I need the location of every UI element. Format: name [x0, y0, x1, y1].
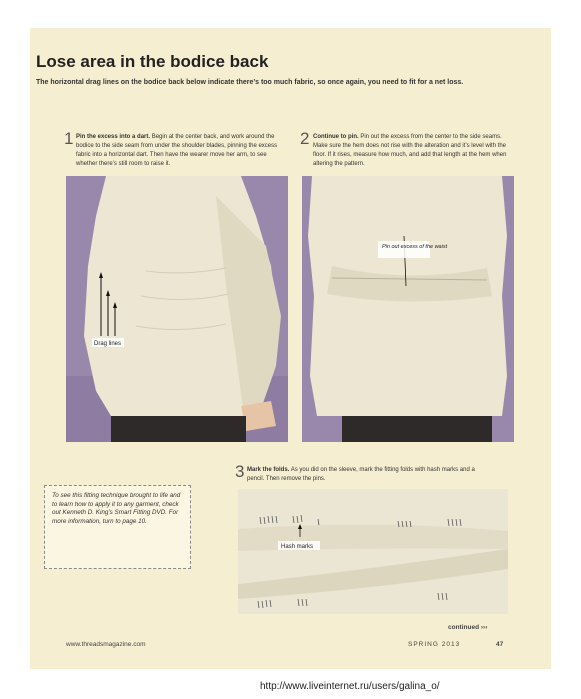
page-number: 47 — [496, 641, 504, 648]
step-2-body: Pin out the excess from the center to the side seams. Make sure the hem does not rise with the alteration and it’s level with the floor. If it rises, measure how much, and add that length at the hem when altering the pattern. — [313, 134, 507, 167]
sidebar-note-text: To see this fitting technique brought to life and to learn how to apply it to any garment, check out Kenneth D. King’s Smart Fitting DVD. For more information, turn to page 10. — [52, 492, 181, 525]
article-intro: The horizontal drag lines on the bodice back below indicate there’s too much fabric, so once again, you need to fit for a net loss. — [36, 79, 464, 86]
step-1-body: Begin at the center back, and work around the bodice to the side seam from under the shoulder blades, pinning the excess fabric into a horizontal dart. Then have the wearer move her arm, to see whether there’s still room to raise it. — [76, 134, 278, 167]
step-1-heading: Pin the excess into a dart. — [76, 134, 151, 140]
issue-label: SPRING 2013 — [408, 641, 461, 648]
jacket-pinned-waist-image — [302, 176, 514, 442]
step-2-number: 2 — [300, 129, 310, 148]
jacket-back-drag-lines-image — [66, 176, 288, 442]
step-2-heading: Continue to pin. — [313, 134, 359, 140]
dvd-sidebar-note — [44, 485, 191, 569]
step-2-text — [313, 133, 509, 169]
fabric-hash-marks-image — [238, 489, 508, 614]
continued-label: continued ››› — [448, 624, 488, 631]
step-3-heading: Mark the folds. — [247, 467, 290, 473]
photo-hash-marks — [238, 489, 508, 614]
article-title: Lose area in the bodice back — [36, 52, 269, 71]
photo-pinned-back — [302, 176, 514, 442]
pin-out-excess-label: Pin out excess of the waist — [382, 244, 448, 250]
step-1-number: 1 — [64, 129, 74, 148]
step-1-text — [76, 133, 288, 169]
step-3-number: 3 — [235, 462, 245, 481]
hash-marks-label: Hash marks — [281, 544, 314, 550]
drag-lines-label: Drag lines — [94, 341, 122, 347]
step-3-body: As you did on the sleeve, mark the fitting folds with hash marks and a pencil. Then remove the pins. — [247, 467, 475, 482]
footer-url: www.threadsmagazine.com — [66, 641, 146, 648]
source-watermark: http://www.liveinternet.ru/users/galina_o/ — [260, 681, 440, 692]
photo-drag-lines — [66, 176, 288, 442]
step-3-text — [247, 466, 487, 484]
